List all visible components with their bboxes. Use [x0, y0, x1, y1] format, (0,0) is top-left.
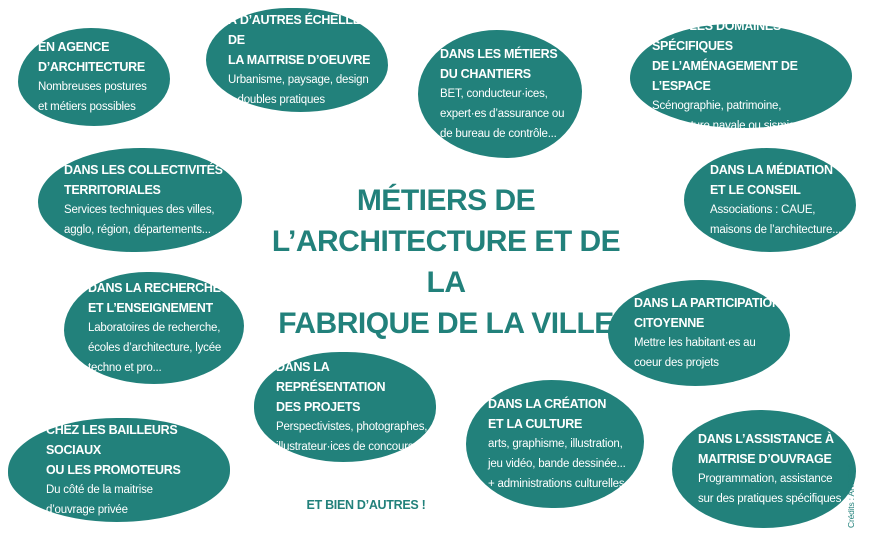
bubble-description: Du côté de la maitrise d’ouvrage privée	[46, 484, 153, 516]
bubble-title: DANS LES COLLECTIVITÉS TERRITORIALES	[64, 163, 223, 197]
bubble-description: Scénographie, patrimoine, architecture navale ou sismique...	[652, 100, 817, 132]
bubble-mediation	[684, 148, 856, 252]
bubble-description: Nombreuses postures et métiers possibles	[38, 81, 147, 113]
bubble-description: Services techniques des villes, agglo, région, départements...	[64, 204, 215, 236]
bubble-agence	[18, 28, 170, 126]
bubble-creation-culture	[466, 380, 644, 508]
bubble-chantiers	[418, 30, 582, 158]
bubble-title: DANS LES DOMAINES SPÉCIFIQUES DE L’AMÉNAGEMENT DE L’ESPACE	[652, 19, 798, 93]
footer-note: ET BIEN D’AUTRES !	[306, 498, 426, 512]
bubble-bailleurs	[8, 418, 230, 522]
bubble-description: arts, graphisme, illustration, jeu vidéo, bande dessinée... + administrations culturelles	[488, 438, 626, 490]
bubble-description: Programmation, assistance sur des pratiques spécifiques	[698, 473, 842, 505]
bubble-description: Associations : CAUE, maisons de l’architecture...	[710, 204, 842, 236]
bubble-description: Urbanisme, paysage, design + doubles pratiques	[228, 74, 369, 106]
page-title: MÉTIERS DE L’ARCHITECTURE ET DE LA FABRIQUE DE LA VILLE	[271, 184, 621, 340]
bubble-representation	[254, 352, 436, 462]
bubble-title: DANS LA RECHERCHE ET L’ENSEIGNEMENT	[88, 281, 221, 315]
bubble-amenagement-espace	[630, 19, 852, 132]
credits-label: Crédits : ARDEPA	[846, 463, 856, 528]
bubble-description: BET, conducteur·ices, expert·es d’assurance ou de bureau de contrôle...	[440, 88, 565, 140]
bubble-description: Mettre les habitant·es au coeur des projets	[634, 337, 756, 369]
bubble-title: DANS LA PARTICIPATION CITOYENNE	[634, 296, 781, 330]
bubble-title: DANS LA CRÉATION ET LA CULTURE	[488, 397, 607, 431]
bubble-description: Perspectivistes, photographes, illustrateur·ices de concours	[276, 421, 428, 453]
bubble-maitrise-oeuvre	[206, 8, 388, 112]
bubble-title: À D’AUTRES ÉCHELLES DE LA MAITRISE D’OEUVRE	[228, 13, 371, 67]
bubble-title: CHEZ LES BAILLEURS SOCIAUX OU LES PROMOTEURS	[46, 423, 181, 477]
bubble-title: DANS LA REPRÉSENTATION DES PROJETS	[276, 360, 386, 414]
bubble-collectivites	[38, 148, 242, 252]
bubble-recherche	[64, 272, 244, 384]
bubble-title: DANS LA MÉDIATION ET LE CONSEIL	[710, 163, 833, 197]
bubble-title: DANS L’ASSISTANCE À MAITRISE D’OUVRAGE	[698, 432, 834, 466]
bubble-assistance-mo	[672, 410, 856, 528]
bubble-description: Laboratoires de recherche, écoles d’architecture, lycée techno et pro...	[88, 322, 222, 374]
bubble-title: DANS LES MÉTIERS DU CHANTIERS	[440, 47, 558, 81]
bubble-title: EN AGENCE D’ARCHITECTURE	[38, 40, 145, 74]
